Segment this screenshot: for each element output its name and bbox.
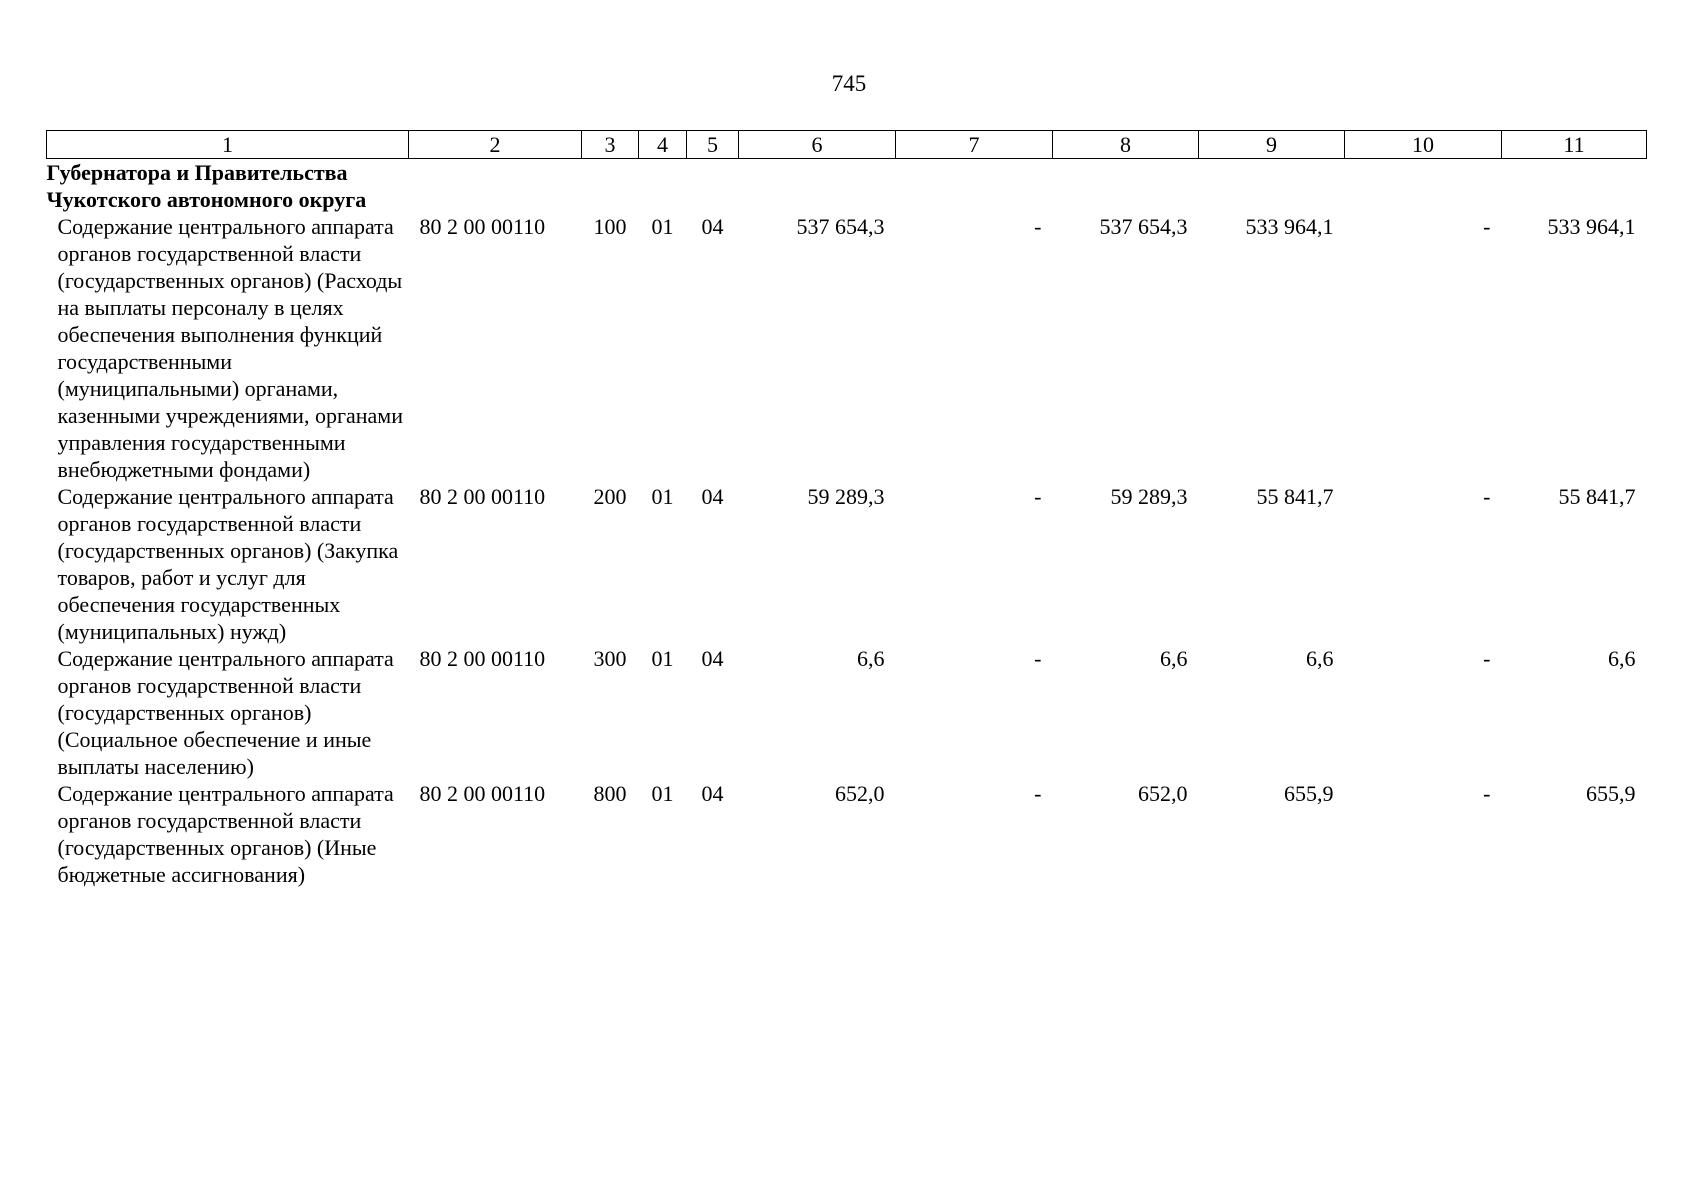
header-row <box>47 131 1647 159</box>
row-col-11: 533 964,1 <box>1547 214 1636 239</box>
column-header-7: 7 <box>896 131 1053 159</box>
row-section: 01 <box>651 484 674 509</box>
row-col-6: 652,0 <box>835 781 885 806</box>
section-title: Губернатора и Правительства Чукотского автономного округа <box>46 160 367 212</box>
row-col-11: 6,6 <box>1608 646 1636 671</box>
row-col-9: 55 841,7 <box>1256 484 1334 509</box>
row-col-8: 537 654,3 <box>1099 214 1188 239</box>
column-header-3: 3 <box>582 131 639 159</box>
row-col-8: 6,6 <box>1160 646 1188 671</box>
budget-table <box>46 130 1647 888</box>
row-col-8: 652,0 <box>1138 781 1188 806</box>
column-header-8: 8 <box>1053 131 1199 159</box>
row-col-10: - <box>1483 781 1491 806</box>
row-section: 01 <box>651 214 674 239</box>
row-col-8: 59 289,3 <box>1110 484 1188 509</box>
row-section: 01 <box>651 646 674 671</box>
row-expense-type: 300 <box>593 646 627 671</box>
row-subsection: 04 <box>701 781 724 806</box>
row-target-code: 80 2 00 00110 <box>419 781 546 806</box>
section-spacer <box>409 159 1647 214</box>
table-row <box>47 780 1647 888</box>
row-col-9: 533 964,1 <box>1245 214 1334 239</box>
row-name: Содержание центрального аппарата органов государственной власти (государственных органов) (Закупка товаров, работ и услуг для обеспечения государственных (муниципальных) нужд) <box>57 484 399 644</box>
row-name: Содержание центрального аппарата органов государственной власти (государственных органов) (Социальное обеспечение и иные выплаты населению) <box>57 646 394 779</box>
table-row <box>47 213 1647 483</box>
section-row <box>47 159 1647 214</box>
column-header-2: 2 <box>409 131 582 159</box>
row-expense-type: 800 <box>593 781 627 806</box>
row-name: Содержание центрального аппарата органов государственной власти (государственных органов) (Расходы на выплаты персоналу в целях обеспечения выполнения функций государственными (муниципальными) органами, казенными учреждениями, органами управления государственными внебюджетными фондами) <box>57 214 403 482</box>
column-header-10: 10 <box>1345 131 1502 159</box>
row-col-7: - <box>1034 646 1042 671</box>
column-header-1: 1 <box>47 131 409 159</box>
row-col-11: 655,9 <box>1586 781 1636 806</box>
row-name: Содержание центрального аппарата органов государственной власти (государственных органов) (Иные бюджетные ассигнования) <box>57 781 394 887</box>
column-header-5: 5 <box>687 131 739 159</box>
row-target-code: 80 2 00 00110 <box>419 484 546 509</box>
row-col-9: 6,6 <box>1306 646 1334 671</box>
row-expense-type: 100 <box>593 214 627 239</box>
row-col-11: 55 841,7 <box>1558 484 1636 509</box>
row-subsection: 04 <box>701 484 724 509</box>
column-header-6: 6 <box>739 131 896 159</box>
row-expense-type: 200 <box>593 484 627 509</box>
page-number: 745 <box>831 71 867 96</box>
column-header-11: 11 <box>1502 131 1647 159</box>
table-header <box>47 131 1647 159</box>
row-target-code: 80 2 00 00110 <box>419 214 546 239</box>
row-col-6: 59 289,3 <box>807 484 885 509</box>
row-subsection: 04 <box>701 646 724 671</box>
table-row <box>47 483 1647 645</box>
row-col-7: - <box>1034 214 1042 239</box>
column-header-9: 9 <box>1199 131 1345 159</box>
row-col-10: - <box>1483 484 1491 509</box>
row-col-9: 655,9 <box>1284 781 1334 806</box>
table-row <box>47 645 1647 780</box>
row-col-10: - <box>1483 214 1491 239</box>
table-body <box>47 159 1647 889</box>
row-col-7: - <box>1034 484 1042 509</box>
row-target-code: 80 2 00 00110 <box>419 646 546 671</box>
row-col-10: - <box>1483 646 1491 671</box>
row-col-6: 537 654,3 <box>796 214 885 239</box>
row-subsection: 04 <box>701 214 724 239</box>
row-col-7: - <box>1034 781 1042 806</box>
row-col-6: 6,6 <box>857 646 885 671</box>
column-header-4: 4 <box>639 131 687 159</box>
row-section: 01 <box>651 781 674 806</box>
